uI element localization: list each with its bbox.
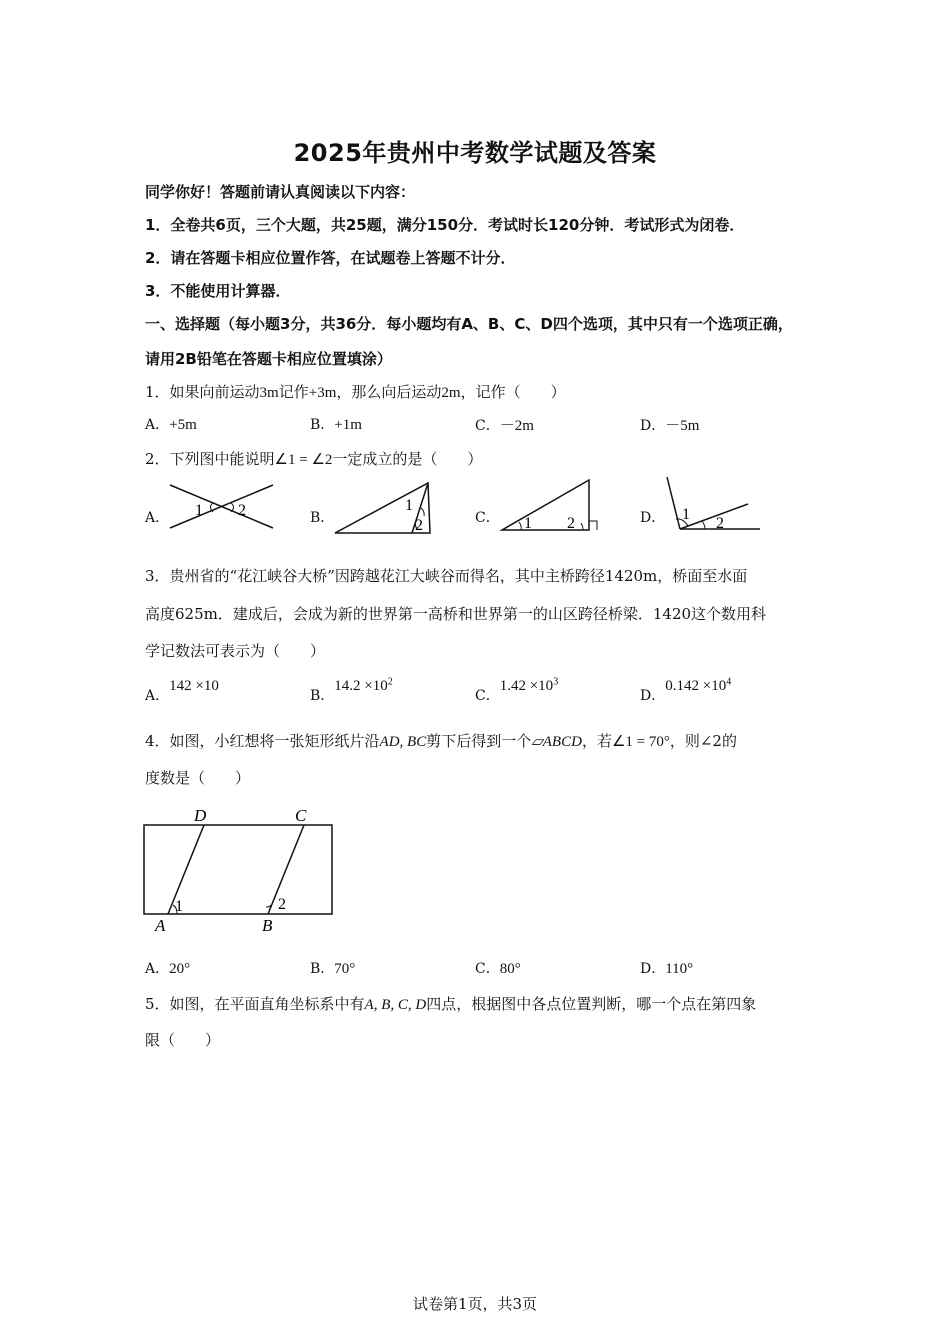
page-title: 2025年贵州中考数学试题及答案 xyxy=(293,139,657,167)
question-5-line-2: 限（ ） xyxy=(145,1031,221,1049)
question-4-line-2: 度数是（ ） xyxy=(145,769,251,787)
intro-rule-3: 3．不能使用计算器． xyxy=(145,282,291,300)
q2-a-angle-2: 2 xyxy=(238,502,246,519)
q2-a-angle-1: 1 xyxy=(195,502,203,519)
q2-option-c-label[interactable]: C． xyxy=(475,510,500,526)
q2-d-angle-1: 1 xyxy=(682,506,690,523)
question-3-line-1: 3．贵州省的“花江峡谷大桥”因跨越花江大峡谷而得名，其中主桥跨径1420m，桥面至水面 xyxy=(145,567,748,585)
q4-label-d: D xyxy=(194,806,207,825)
q4-angle-1-label: 1 xyxy=(175,898,183,915)
q1-option-a[interactable]: A．+5m xyxy=(145,417,197,433)
question-2-stem: 2．下列图中能说明∠1 = ∠2一定成立的是（ ） xyxy=(145,450,483,468)
q4-angle-2-label: 2 xyxy=(278,896,286,913)
q3-option-c[interactable]: C．$1.42 \times 10^3$ xyxy=(475,676,559,704)
q3-option-d[interactable]: D．$0.142 \times 10^4$ xyxy=(640,676,732,704)
q4-label-c: C xyxy=(295,806,307,825)
q1-option-b[interactable]: B．+1m xyxy=(310,417,362,433)
q1-text-post: ，记作（ ） xyxy=(460,383,566,401)
q1-text-pre: 1．如果向前运动 xyxy=(145,383,260,401)
q2-option-d-label[interactable]: D． xyxy=(640,510,666,526)
q4-option-d[interactable]: D．110° xyxy=(640,961,694,977)
q3-option-a[interactable]: A．142 ×10 xyxy=(145,678,219,704)
q1-math-3: 2m xyxy=(441,385,461,401)
q1-math-2: +3m xyxy=(308,385,337,401)
q2-figure-b xyxy=(330,478,435,538)
q2-d-angle-2: 2 xyxy=(716,515,724,532)
q2-angle-expression: ∠1 = ∠2 xyxy=(274,452,333,468)
q2-figure-d xyxy=(662,474,764,536)
q2-b-angle-1: 1 xyxy=(405,497,413,514)
question-5-line-1: 5．如图，在平面直角坐标系中有A, B, C, D四点，根据图中各点位置判断，哪一个点在第四象 xyxy=(145,995,757,1013)
section-heading-line-1: 一、选择题（每小题3分，共36分．每小题均有A、B、C、D四个选项，其中只有一个选项正确， xyxy=(145,315,793,333)
q2-option-a-label[interactable]: A． xyxy=(145,510,170,526)
q4-label-b: B xyxy=(262,916,273,935)
q2-c-angle-1: 1 xyxy=(524,515,532,532)
question-3-line-2: 高度625m．建成后，会成为新的世界第一高桥和世界第一的山区跨径桥梁．1420这个数用科 xyxy=(145,605,767,623)
q2-b-angle-2: 2 xyxy=(415,517,423,534)
q1-math-1: 3m xyxy=(259,385,279,401)
question-1-stem xyxy=(145,381,566,402)
q2-option-b-label[interactable]: B． xyxy=(310,510,335,526)
q4-rectangle-figure xyxy=(140,803,340,938)
section-heading-line-2: 请用2B铅笔在答题卡相应位置填涂） xyxy=(145,350,392,368)
q4-option-b[interactable]: B．70° xyxy=(310,961,356,977)
question-4-line-1: 4．如图，小红想将一张矩形纸片沿AD, BC剪下后得到一个▱ABCD，若∠1 = 70°，则∠2的 xyxy=(145,732,737,750)
question-3-line-3: 学记数法可表示为（ ） xyxy=(145,642,326,660)
q1-text-mid1: 记作 xyxy=(278,383,309,401)
page-footer: 试卷第1页，共3页 xyxy=(412,1295,538,1313)
intro-rule-1: 1．全卷共6页，三个大题，共25题，满分150分．考试时长120分钟．考试形式为闭卷． xyxy=(145,216,745,234)
q2-figure-c xyxy=(497,475,602,535)
q2-c-angle-2: 2 xyxy=(567,515,575,532)
intro-rule-2: 2．请在答题卡相应位置作答，在试题卷上答题不计分． xyxy=(145,249,516,267)
q3-option-b[interactable]: B．$14.2 \times 10^2$ xyxy=(310,676,393,704)
q1-option-c[interactable]: C．－2m xyxy=(475,418,534,434)
q1-option-d[interactable]: D．－5m xyxy=(640,418,700,434)
q1-text-mid2: ，那么向后运动 xyxy=(336,383,442,401)
q4-option-c[interactable]: C．80° xyxy=(475,961,521,977)
intro-greeting: 同学你好！答题前请认真阅读以下内容： xyxy=(145,183,416,201)
q2-figure-a xyxy=(165,480,280,535)
q4-label-a: A xyxy=(155,916,166,935)
q4-option-a[interactable]: A．20° xyxy=(145,961,191,977)
